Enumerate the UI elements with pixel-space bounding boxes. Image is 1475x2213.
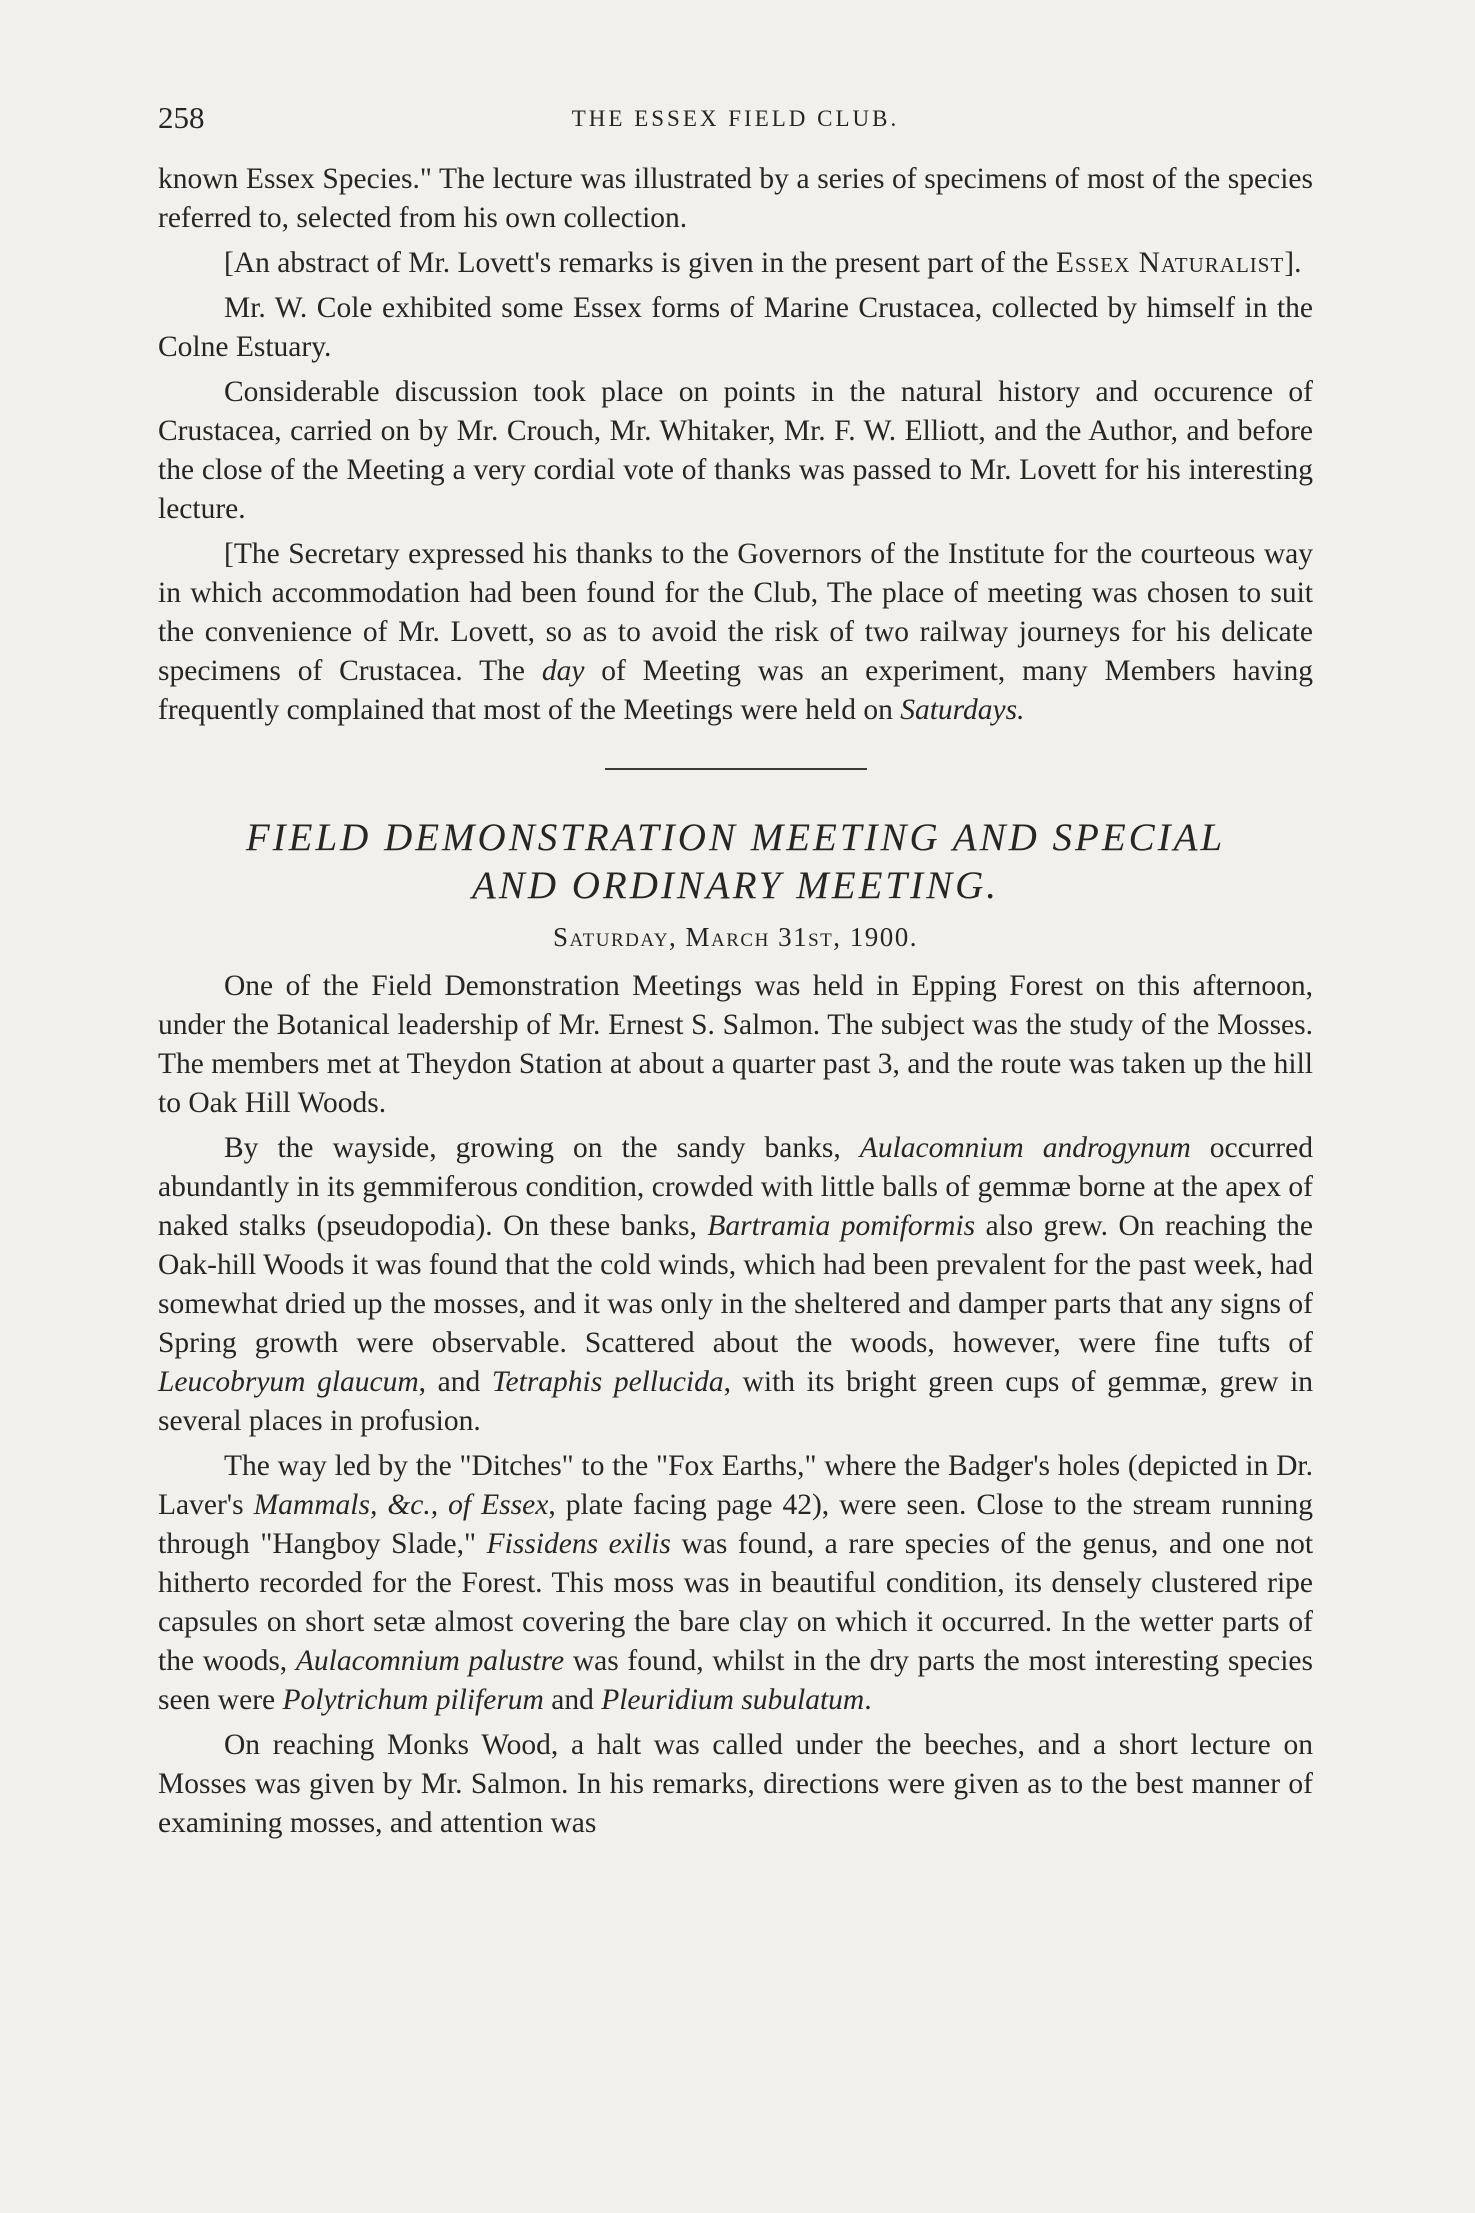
text-run: [The Secretary expressed his thanks to the Governors of the Institute for the courteous way in which accommodation had been found for the Club, The place of meeting was chosen to suit the convenience of Mr. Lovett, so as to avoid the risk of two railway journeys for his delicate specimens of Crustacea. The	[158, 538, 1313, 687]
species-name: Polytrichum piliferum	[282, 1684, 544, 1716]
journal-name: Essex Naturalist	[1055, 247, 1285, 279]
species-name: Leucobryum glaucum	[158, 1366, 419, 1398]
paragraph-lecture-end: known Essex Species." The lecture was illustrated by a series of specimens of most of the species referred to, selected from his own collection.	[158, 163, 1313, 234]
paragraph-secretary-note	[158, 535, 1313, 730]
text-run: of Meeting was an experiment, many Members having frequently complained that most of the Meetings were held on	[158, 655, 1314, 726]
text-run: , with its bright green cups of gemmæ, grew in several places in profusion.	[158, 1366, 1314, 1437]
species-name: Fissidens exilis	[486, 1528, 671, 1560]
text-run: , plate facing page 42), were seen. Close to the stream running through "Hangboy Slade,"	[158, 1489, 1314, 1560]
paragraph-abstract-note	[158, 244, 1313, 283]
meeting-date: Saturday, March 31st, 1900.	[552, 922, 919, 952]
species-name: Aulacomnium palustre	[295, 1645, 565, 1677]
section-title-line-2: AND ORDINARY MEETING.	[471, 864, 1000, 907]
emphasis-saturdays: Saturdays.	[900, 694, 1025, 726]
paragraph-ditches	[158, 1447, 1313, 1720]
text-run: [An abstract of Mr. Lovett's remarks is given in the present part of the	[224, 247, 1056, 279]
text-run: and	[543, 1684, 602, 1716]
book-title: Mammals, &c., of Essex	[253, 1489, 549, 1521]
running-head	[158, 100, 1313, 144]
page-number: 258	[158, 100, 205, 135]
species-name: Bartramia pomiformis	[707, 1210, 976, 1242]
text-run: ].	[1284, 247, 1302, 279]
journal-title: THE ESSEX FIELD CLUB.	[571, 106, 900, 131]
species-name: Pleuridium subulatum	[601, 1684, 865, 1716]
text-run: , and	[418, 1366, 492, 1398]
text-run: also grew. On reaching the Oak-hill Woods it was found that the cold winds, which had been prevalent for the past week, had somewhat dried up the mosses, and it was only in the sheltered and damper parts that any signs of Spring growth were observable. Scattered about the woods, however, were fine tufts of	[158, 1210, 1313, 1359]
mosses-term: Mosses	[1217, 1009, 1306, 1041]
text-run: One of the Field Demonstration Meetings was held in Epping Forest on this afternoon, under the Botanical leadership of Mr. Ernest S. Salmon. The subject was the study of the	[158, 970, 1313, 1041]
section-title	[158, 814, 1313, 910]
text-run: .	[864, 1684, 872, 1716]
paragraph-cole-exhibit: Mr. W. Cole exhibited some Essex forms of Marine Crustacea, collected by himself in the Colne Estuary.	[158, 292, 1313, 363]
section-title-line-1: FIELD DEMONSTRATION MEETING AND SPECIAL	[245, 816, 1226, 859]
book-page	[158, 100, 1313, 1843]
text-run: was found, a rare species of the genus, and one not hitherto recorded for the Forest. This moss was in beautiful condition, its densely clustered ripe capsules on short setæ almost covering the bare clay on which it occurred. In the wetter parts of the woods,	[158, 1528, 1314, 1677]
paragraph-wayside	[158, 1129, 1313, 1441]
text-run: By the wayside, growing on the sandy banks,	[224, 1132, 860, 1164]
paragraph-field-meeting	[158, 967, 1313, 1123]
species-name: Tetraphis pellucida	[491, 1366, 724, 1398]
paragraph-discussion: Considerable discussion took place on points in the natural history and occurence of Crustacea, carried on by Mr. Crouch, Mr. Whitaker, Mr. F. W. Elliott, and the Author, and before the close of the Meeting a very cordial vote of thanks was passed to Mr. Lovett for his interesting lecture.	[158, 376, 1313, 525]
text-run: occurred abundantly in its gemmiferous condition, crowded with little balls of gemmæ borne at the apex of naked stalks (pseudopodia). On these banks,	[158, 1132, 1313, 1242]
section-divider	[605, 768, 867, 770]
text-run: was found, whilst in the dry parts the most interesting species seen were	[158, 1645, 1314, 1716]
text-run: The way led by the "Ditches" to the "Fox Earths," where the Badger's holes (depicted in Dr. Laver's	[158, 1450, 1313, 1521]
text-run: . The members met at Theydon Station at about a quarter past 3, and the route was taken up the hill to Oak Hill Woods.	[158, 1009, 1313, 1119]
species-name: Aulacomnium androgynum	[859, 1132, 1191, 1164]
paragraph-monks-wood: On reaching Monks Wood, a halt was called under the beeches, and a short lecture on Mosses was given by Mr. Salmon. In his remarks, directions were given as to the best manner of examining mosses, and attention was	[158, 1729, 1313, 1839]
emphasis-day: day	[541, 655, 585, 687]
